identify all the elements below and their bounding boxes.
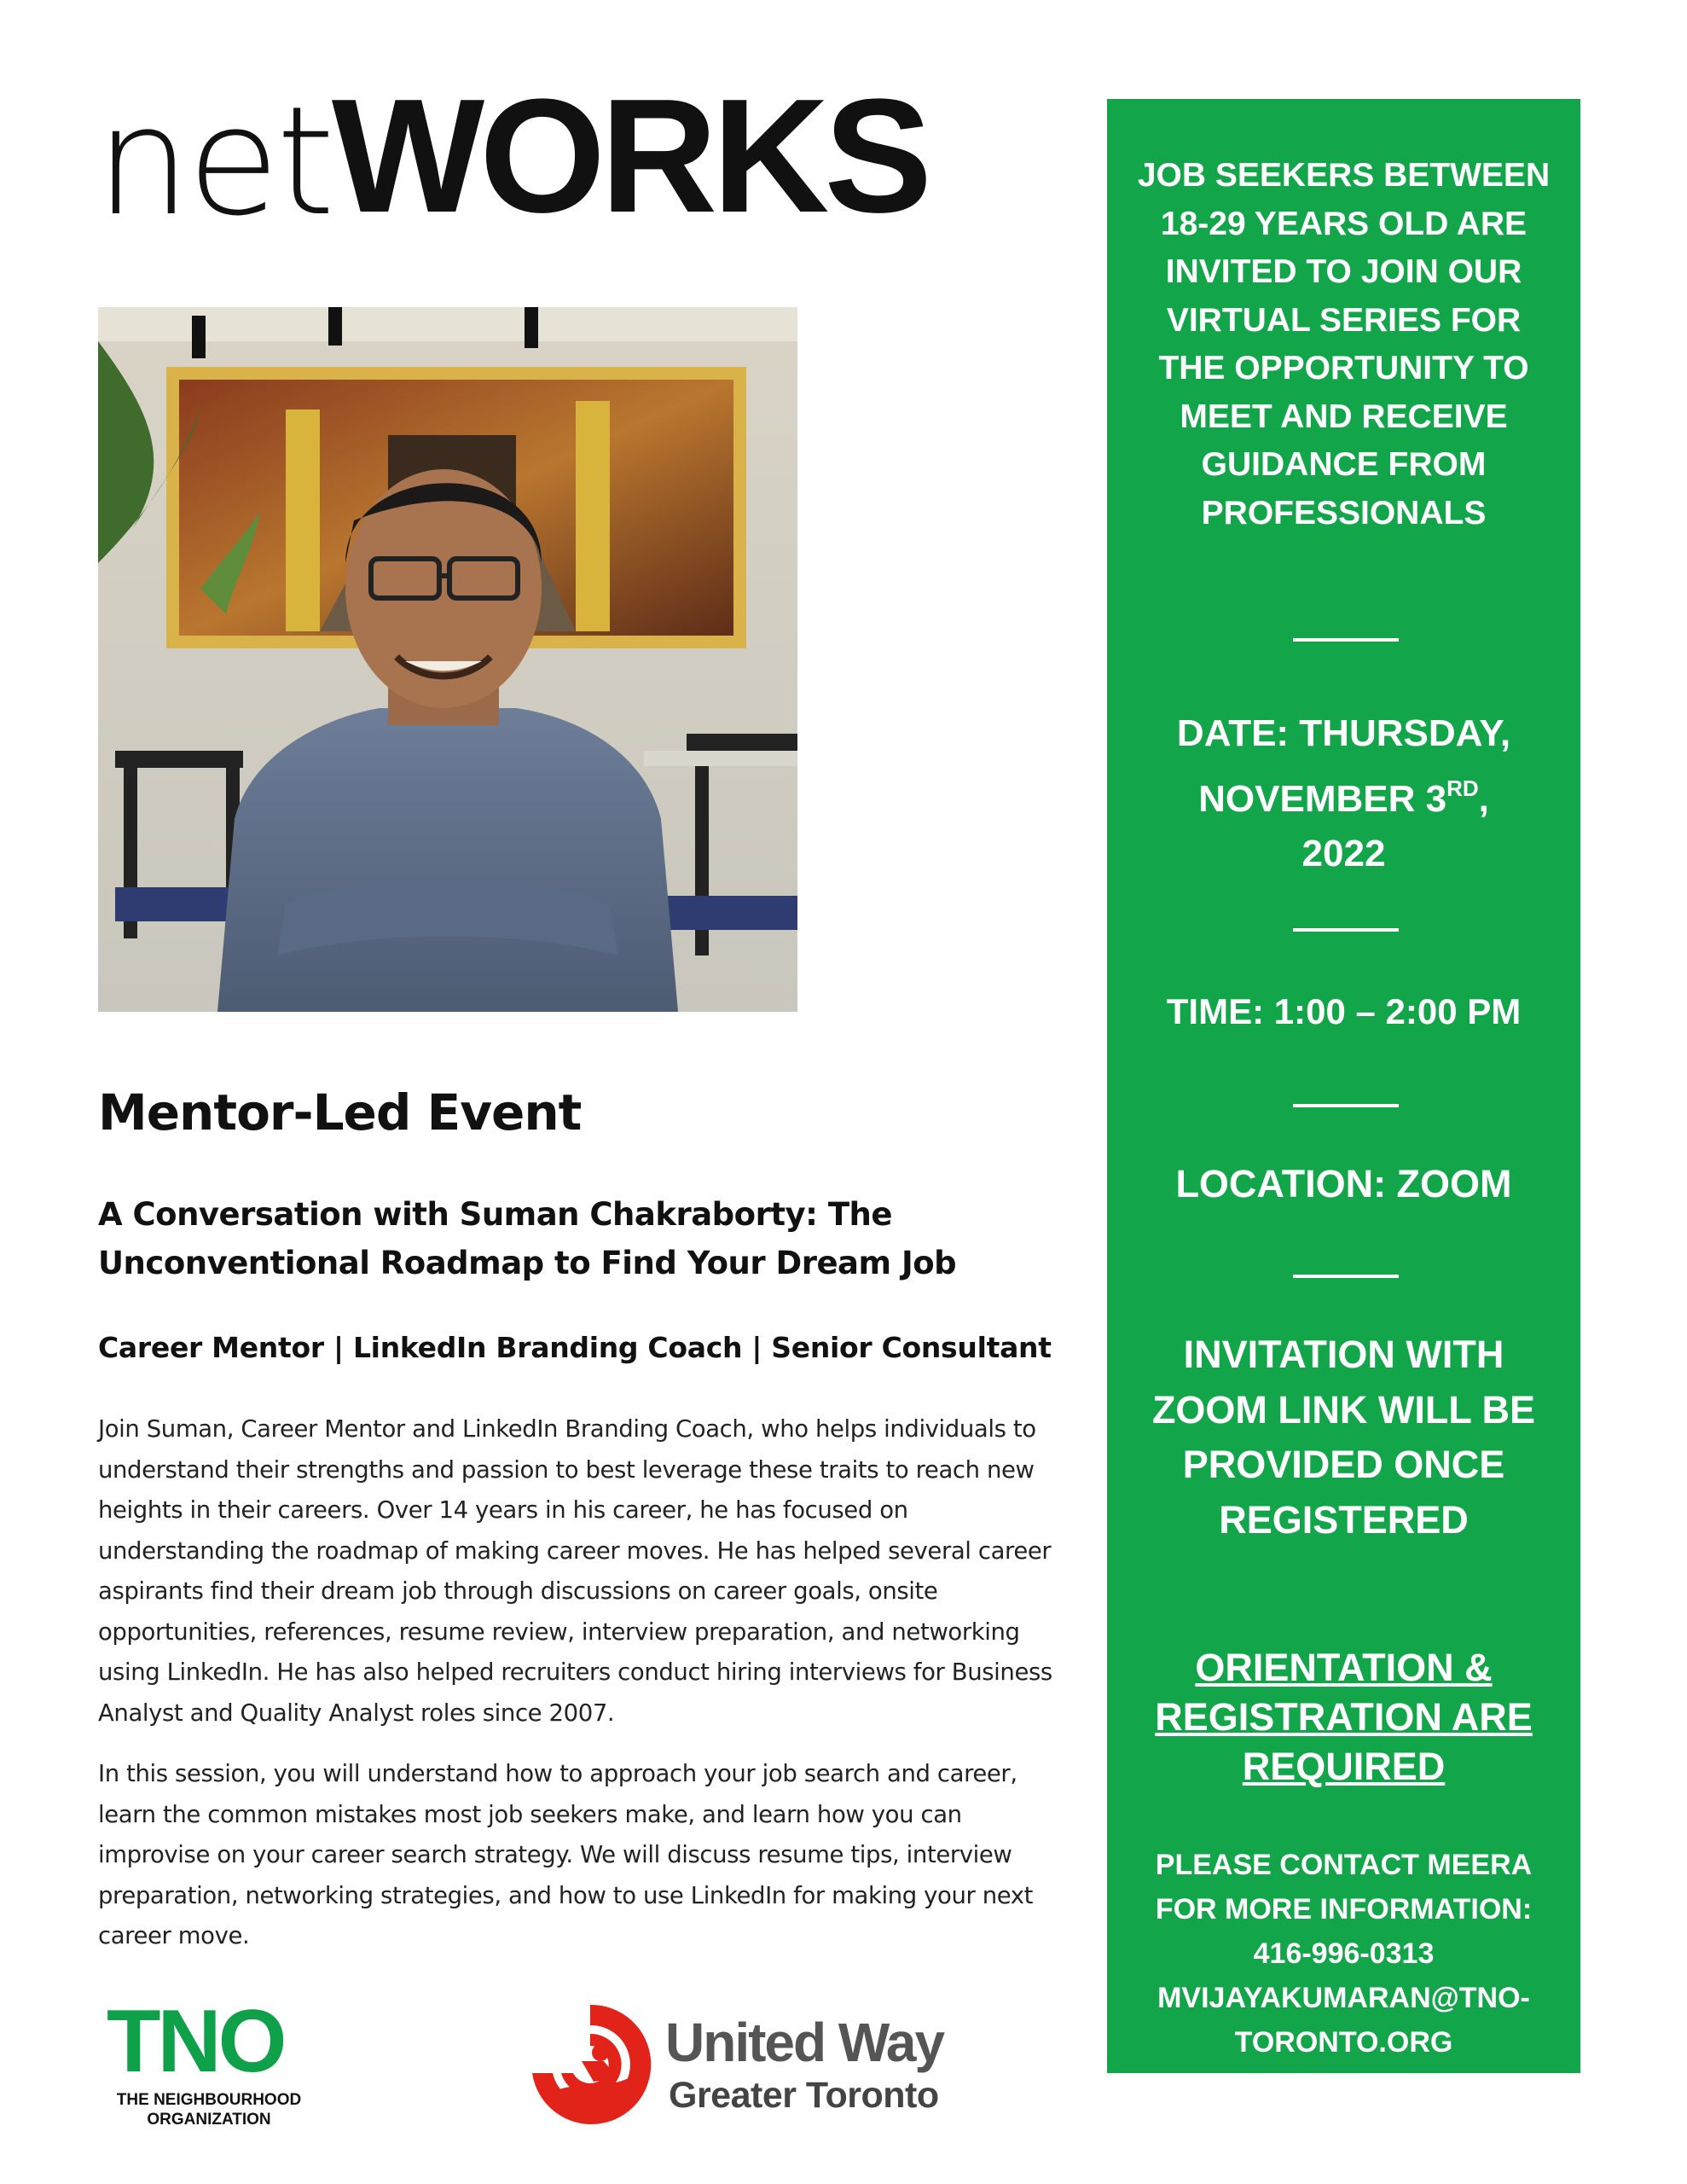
- registration-required-note: ORIENTATION & REGISTRATION ARE REQUIRED: [1155, 1646, 1533, 1788]
- contact-info: [1107, 1843, 1580, 2065]
- mentor-roles: Career Mentor | LinkedIn Branding Coach | Senior Consultant: [98, 1331, 1052, 1364]
- event-date-ordinal: RD: [1446, 775, 1479, 801]
- event-date-line1: DATE: THURSDAY,: [1176, 712, 1511, 754]
- tno-full-name-line1: THE NEIGHBOURHOOD: [116, 2091, 302, 2109]
- event-info-panel: [1107, 99, 1580, 2073]
- united-way-logo: [522, 1996, 965, 2133]
- invitation-intro: JOB SEEKERS BETWEEN 18-29 YEARS OLD ARE INVITED TO JOIN OUR VIRTUAL SERIES FOR THE OPPORTUNITY TO MEET AND RECEIVE GUIDANCE FROM PROFESSIONALS: [1137, 157, 1551, 531]
- event-description-1: Join Suman, Career Mentor and LinkedIn Branding Coach, who helps individuals to understand their strengths and passion to best leverage these traits to reach new heights in their careers. Over 14 years in his career, he has focused on understanding the roadmap of making career moves. He has helped several career aspirants find their dream job through discussions on career goals, onsite opportunities, references, resume review, interview preparation, and networking using LinkedIn. He has also helped recruiters conduct hiring interviews for Business Analyst and Quality Analyst roles since 2007.: [98, 1415, 1052, 1727]
- tno-short-name: TNO: [107, 1992, 284, 2091]
- event-time: TIME: 1:00 – 2:00 PM: [1166, 991, 1522, 1031]
- divider: [1293, 1275, 1399, 1278]
- divider: [1293, 638, 1399, 642]
- event-date-year: 2022: [1301, 833, 1386, 874]
- contact-line2: FOR MORE INFORMATION:: [1155, 1893, 1533, 1926]
- logo-works-text: WORKS: [331, 66, 928, 247]
- event-date-comma: ,: [1478, 778, 1489, 820]
- tno-mark: [107, 1992, 328, 2091]
- divider: [1293, 1104, 1399, 1107]
- networks-logo: [96, 66, 928, 249]
- tno-full-name-line2: ORGANIZATION: [147, 2111, 271, 2129]
- event-date-line2: NOVEMBER 3: [1198, 778, 1447, 820]
- united-way-emblem-icon: [522, 1996, 658, 2133]
- contact-phone: 416-996-0313: [1253, 1937, 1435, 1970]
- contact-email-part2: TORONTO.ORG: [1234, 2026, 1453, 2059]
- event-description-2: In this session, you will understand how to approach your job search and career, learn the common mistakes most job seekers make, and learn how you can improvise on your career search strategy. We will discuss resume tips, interview preparation, networking strategies, and how to use LinkedIn for making your next career move.: [98, 1760, 1034, 1949]
- contact-email-part1: MVIJAYAKUMARAN@TNO-: [1157, 1982, 1530, 2014]
- event-subtitle: A Conversation with Suman Chakraborty: The Unconventional Roadmap to Find Your Dream Job: [98, 1196, 957, 1281]
- divider: [1293, 928, 1399, 932]
- contact-line1: PLEASE CONTACT MEERA: [1155, 1849, 1533, 1881]
- event-location: LOCATION: ZOOM: [1175, 1162, 1512, 1205]
- tno-logo: [107, 1992, 328, 2129]
- event-date: [1107, 706, 1580, 881]
- united-way-region: Greater Toronto: [669, 2075, 939, 2116]
- tno-full-name: [107, 2090, 311, 2129]
- event-title: Mentor-Led Event: [98, 1083, 582, 1141]
- zoom-link-note: INVITATION WITH ZOOM LINK WILL BE PROVIDED ONCE REGISTERED: [1151, 1333, 1536, 1542]
- logo-net-text: net: [96, 74, 332, 249]
- mentor-portrait-photo: [98, 307, 797, 1012]
- united-way-name: United Way: [665, 2012, 944, 2073]
